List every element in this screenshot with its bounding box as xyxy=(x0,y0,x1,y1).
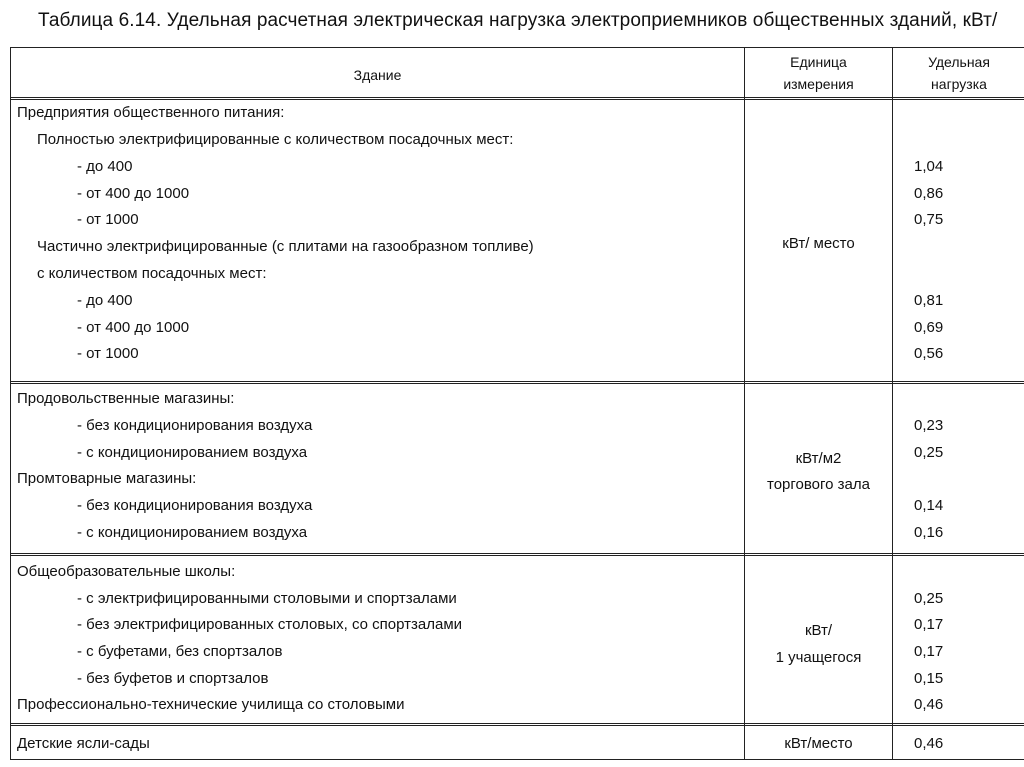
header-separator xyxy=(11,97,1024,100)
header-load-line2: нагрузка xyxy=(931,76,987,92)
row-text: - до 400 xyxy=(77,292,133,309)
load-table xyxy=(10,47,1024,760)
row-text: Промтоварные магазины: xyxy=(17,470,197,487)
row-text: - без кондиционирования воздуха xyxy=(77,417,313,434)
header-unit-line1: Единица xyxy=(790,54,847,70)
value-cell: 0,75 xyxy=(914,211,944,228)
row-text: - до 400 xyxy=(77,158,133,175)
header-unit-line2: измерения xyxy=(783,76,854,92)
section-separator xyxy=(11,723,1024,726)
row-text: Детские ясли-сады xyxy=(17,735,150,752)
row-text: - с буфетами, без спортзалов xyxy=(77,643,283,660)
unit-cell: кВт/ место xyxy=(782,235,855,252)
value-cell: 0,17 xyxy=(914,643,944,660)
value-cell: 0,56 xyxy=(914,345,944,362)
table-title: Таблица 6.14. Удельная расчетная электрическая нагрузка электроприемников общественных зданий, кВт/ xyxy=(38,10,998,31)
value-cell: 0,17 xyxy=(914,616,944,633)
row-text: - с кондиционированием воздуха xyxy=(77,524,308,541)
row-text: - от 400 до 1000 xyxy=(77,185,190,202)
row-text: Полностью электрифицированные с количеством посадочных мест: xyxy=(37,131,514,148)
value-cell: 0,15 xyxy=(914,670,944,687)
value-cell: 0,25 xyxy=(914,444,944,461)
header-load-line1: Удельная xyxy=(928,54,990,70)
row-text: - без буфетов и спортзалов xyxy=(77,670,269,687)
row-text: Частично электрифицированные (с плитами на газообразном топливе) xyxy=(37,238,534,255)
header-building: Здание xyxy=(353,67,402,83)
table-bottom-border xyxy=(11,759,1024,760)
value-cell: 0,25 xyxy=(914,590,944,607)
row-text: с количеством посадочных мест: xyxy=(37,265,267,282)
row-text: - без кондиционирования воздуха xyxy=(77,497,313,514)
value-cell: 0,86 xyxy=(914,185,944,202)
row-text: Профессионально-технические училища со столовыми xyxy=(17,696,405,713)
row-text: - без электрифицированных столовых, со спортзалами xyxy=(77,616,463,633)
row-text: Предприятия общественного питания: xyxy=(17,104,285,121)
value-cell: 0,69 xyxy=(914,319,944,336)
unit-cell-line1: кВт/м2 xyxy=(795,450,842,467)
unit-cell: кВт/место xyxy=(784,735,853,752)
value-cell: 1,04 xyxy=(914,158,944,175)
unit-cell-line1: кВт/ xyxy=(804,622,833,639)
section-separator xyxy=(11,553,1024,556)
unit-cell-line2: торгового зала xyxy=(767,476,870,493)
row-text: Продовольственные магазины: xyxy=(17,390,235,407)
row-text: - от 1000 xyxy=(77,345,139,362)
row-text: - с электрифицированными столовыми и спортзалами xyxy=(77,590,457,607)
row-text: Общеобразовательные школы: xyxy=(17,563,236,580)
unit-cell-line2: 1 учащегося xyxy=(775,649,862,666)
column-divider-load xyxy=(892,48,893,760)
section-separator xyxy=(11,381,1024,384)
value-cell: 0,16 xyxy=(914,524,944,541)
value-cell: 0,46 xyxy=(914,735,944,752)
row-text: - с кондиционированием воздуха xyxy=(77,444,308,461)
value-cell: 0,23 xyxy=(914,417,944,434)
value-cell: 0,14 xyxy=(914,497,944,514)
row-text: - от 1000 xyxy=(77,211,139,228)
value-cell: 0,46 xyxy=(914,696,944,713)
row-text: - от 400 до 1000 xyxy=(77,319,190,336)
value-cell: 0,81 xyxy=(914,292,944,309)
